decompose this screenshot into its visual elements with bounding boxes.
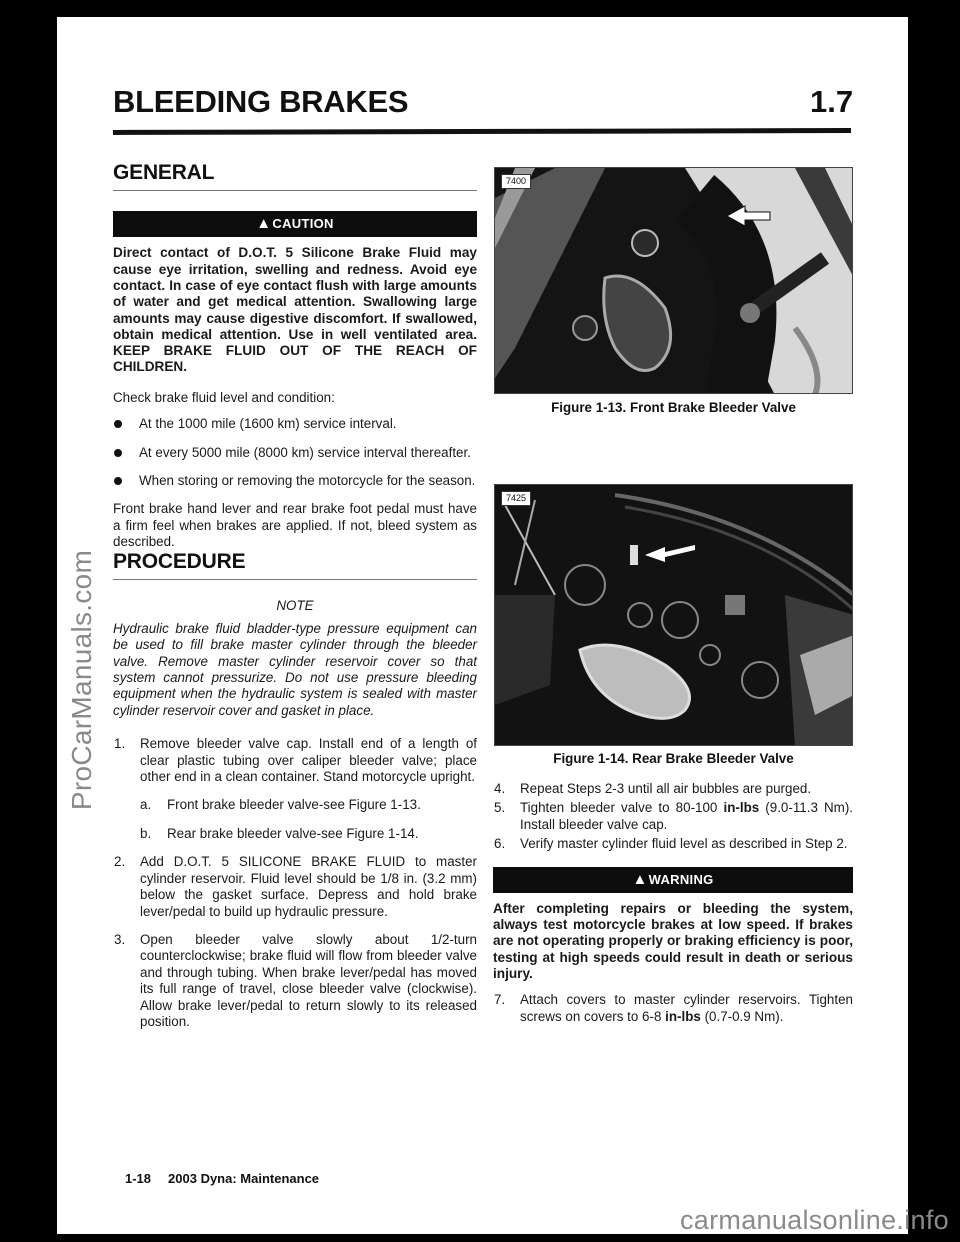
step-1a: a. Front brake bleeder valve-see Figure 1-13.: [140, 797, 421, 813]
warning-triangle-icon: ▲: [256, 215, 272, 233]
section-rule: [113, 190, 477, 191]
caution-bar: ▲CAUTION: [113, 211, 477, 237]
section-number: 1.7: [810, 84, 854, 119]
intro-text: Check brake fluid level and condition:: [113, 389, 335, 405]
page-title: BLEEDING BRAKES: [113, 84, 409, 119]
section-title-procedure: PROCEDURE: [113, 550, 246, 573]
page-footer: [125, 1171, 319, 1186]
step-1: 1. Remove bleeder valve cap. Install end of a length of clear plastic tubing over caliper bleeder valve; place other end in a clean container. Stand motorcycle upright.: [114, 736, 477, 785]
procedure-section: [113, 550, 477, 1030]
step-6: 6. Verify master cylinder fluid level as described in Step 2.: [494, 836, 848, 852]
note-text: Hydraulic brake fluid bladder-type pressure equipment can be used to fill brake master cylinder through the bleeder valve. Remove master cylinder reservoir cover so that system cannot pressurize. Do not use pressure bleeding equipment when the hydraulic system is sealed with master cylinder reservoir cover and gasket in place.: [113, 620, 477, 718]
step-4: 4. Repeat Steps 2-3 until all air bubbles are purged.: [494, 781, 812, 796]
note-label: NOTE: [276, 598, 314, 614]
figure-1-13-caption: Figure 1-13. Front Brake Bleeder Valve: [551, 400, 796, 415]
step-5: 5. Tighten bleeder valve to 80-100 in-lbs (9.0-11.3 Nm). Install bleeder valve cap.: [494, 800, 854, 832]
list-item: At every 5000 mile (8000 km) service interval thereafter.: [113, 445, 477, 461]
closing-text: Front brake hand lever and rear brake foot pedal must have a firm feel when brakes are applied. If not, bleed system as described.: [113, 501, 477, 550]
bullet-icon: [114, 449, 122, 457]
right-column-steps: [493, 781, 853, 1025]
section-rule: [113, 579, 477, 580]
warning-text: After completing repairs or bleeding the system, always test motorcycle brakes at low speed. If brakes are not operating properly or braking efficiency is poor, testing at high speeds could result in death or serious injury.: [493, 900, 853, 981]
warning-bar: ▲WARNING: [493, 867, 853, 893]
warning-triangle-icon: ▲: [632, 870, 648, 888]
bullet-icon: [114, 477, 122, 485]
figure-id-label: 7425: [501, 491, 531, 506]
page-number: 1-18: [125, 1171, 152, 1186]
bullet-list: [113, 416, 477, 489]
figure-id-label: 7400: [501, 174, 531, 189]
figure-1-14-caption: Figure 1-14. Rear Brake Bleeder Valve: [553, 751, 794, 766]
left-column: [113, 161, 477, 551]
bullet-icon: [114, 420, 122, 428]
figure-1-13-image: [494, 167, 853, 394]
step-3: 3. Open bleeder valve slowly about 1/2-turn counterclockwise; brake fluid will flow from bleeder valve and through tubing. When brake lever/pedal has moved its full range of travel, close bleeder valve (clockwise). Allow brake lever/pedal to return slowly to its released position.: [114, 931, 477, 1029]
watermark-bottom: carmanualsonline.info: [680, 1205, 949, 1235]
step-1b: b. Rear brake bleeder valve-see Figure 1-14.: [140, 825, 419, 841]
caution-box: [113, 211, 477, 375]
list-item: When storing or removing the motorcycle for the season.: [113, 473, 477, 489]
step-7: 7. Attach covers to master cylinder reservoirs. Tighten screws on covers to 6-8 in-lbs (0.7-0.9 Nm).: [494, 992, 853, 1024]
warning-box: [493, 867, 853, 982]
step-2: 2. Add D.O.T. 5 SILICONE BRAKE FLUID to master cylinder reservoir. Fluid level should be 1/8 in. (3.2 mm) below the gasket surface. Depress and hold brake lever/pedal to build up hydraulic pressure.: [114, 854, 477, 919]
list-item: At the 1000 mile (1600 km) service interval.: [113, 416, 477, 432]
section-title-general: GENERAL: [113, 161, 215, 184]
watermark-left: ProCarManuals.com: [66, 549, 97, 811]
front-brake-caliper-photo: [495, 168, 853, 394]
figure-1-14-image: [494, 484, 853, 746]
manual-title: 2003 Dyna: Maintenance: [168, 1171, 320, 1186]
caution-text: Direct contact of D.O.T. 5 Silicone Brake Fluid may cause eye irritation, swelling and redness. Avoid eye contact. In case of eye contact flush with large amounts of water and get medical attention. Swallowing large amounts may cause digestive discomfort. If swallowed, obtain medical attention. Use in well ventilated area. KEEP BRAKE FLUID OUT OF THE REACH OF CHILDREN.: [113, 245, 477, 375]
rear-brake-caliper-photo: [495, 485, 853, 746]
